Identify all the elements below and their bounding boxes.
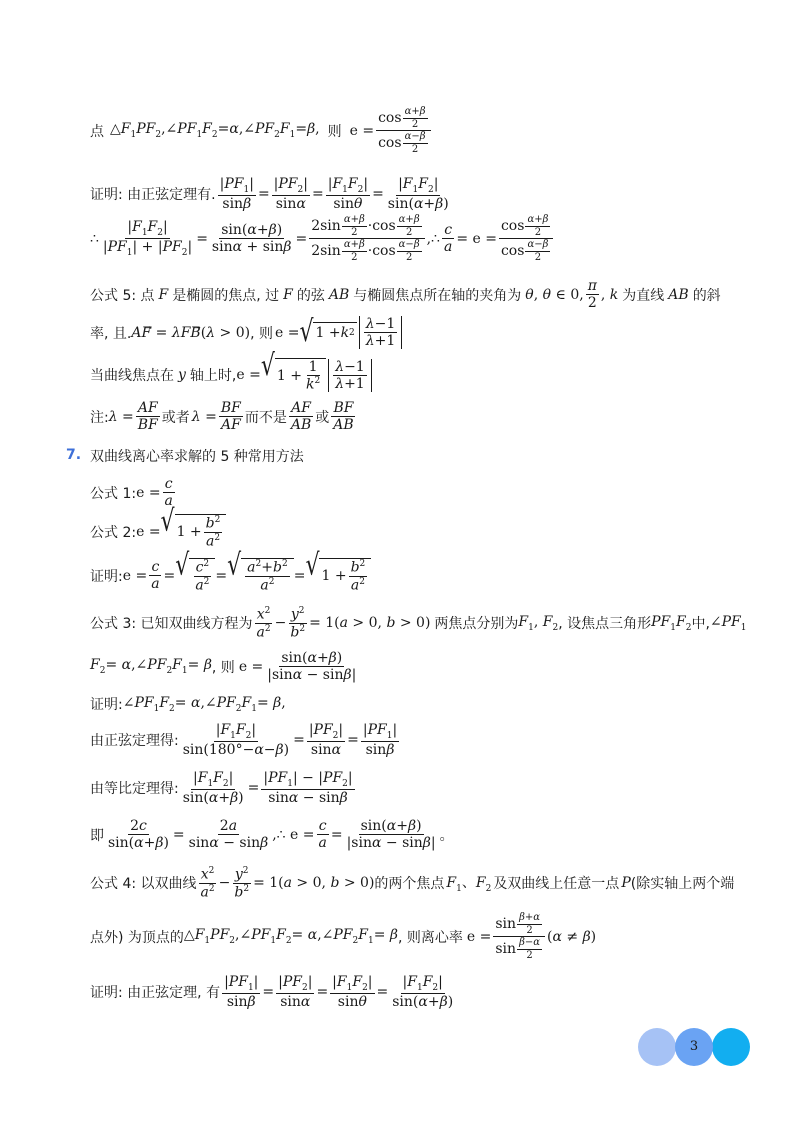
text: 率, 且.: [90, 325, 132, 342]
text: 则: [327, 123, 342, 140]
text: 中,: [691, 616, 710, 633]
text: 双曲线离心率求解的 5 种常用方法: [90, 449, 304, 465]
text: 与椭圆焦点所在轴的夹角为: [353, 287, 522, 304]
formula-3-ratio: 由等比定理得: $\frac{|F_1F_2|}{\sin(\alpha+\beta)}$ = $\frac{|PF_1| - |PF_2|}{\sin\alpha - \sin\beta}$: [90, 770, 353, 807]
text: 证明: 由正弦定理, 有: [90, 985, 221, 1002]
text: 而不是: [244, 409, 287, 426]
text: 点外) 为顶点的: [90, 929, 184, 946]
text: 证明:: [90, 568, 123, 585]
text: , 设焦点三角形: [558, 616, 652, 633]
text: 是椭圆的焦点, 过: [172, 287, 280, 304]
text: 的两个焦点: [374, 876, 445, 893]
text: 的弦: [296, 287, 325, 304]
formula-3: 公式 3: 已知双曲线方程为 $\frac{x^2}{a^2}$ − $\frac{y^2}{b^2}$ = 1(a > 0, b > 0) 两焦点分别为 $F_1$, $F_2$ , 设焦点三角形 $PF_1F_2$ 中, $\angle PF_1$: [90, 606, 747, 641]
text: 两焦点分别为: [434, 616, 519, 633]
text: 公式 1:: [90, 485, 137, 502]
text: 轴上时,: [189, 368, 237, 385]
text: 由等比定理得:: [90, 781, 179, 798]
text: 的斜: [692, 287, 721, 304]
line-7: 注: λ = $\frac{AF}{BF}$ 或者 λ = $\frac{BF}{AF}$ 而不是 $\frac{AF}{AB}$ 或 $\frac{BF}{AB}$: [90, 400, 354, 434]
text: 或者: [161, 409, 190, 426]
circle-decoration: [638, 1028, 676, 1066]
text: (除实轴上两个端: [630, 876, 735, 893]
text: 公式 5: 点: [90, 287, 155, 304]
formula-1: 公式 1: e = $\frac{c}{a}$: [90, 476, 173, 510]
formula-4b: 点外) 为顶点的 $\triangle F_1PF_2,\angle PF_1F_2=$ $\alpha,\angle PF_2F_1= \beta$ , 则离心率 e = sin $\frac{\beta+\alpha}{2}$ sin $\frac{\beta-\alpha}{2}$ (α ≠ β): [90, 912, 597, 961]
circle-decoration: [712, 1028, 750, 1066]
line-4: 公式 5: 点 F 是椭圆的焦点, 过 F 的弦 AB 与椭圆焦点所在轴的夹角为 θ, θ ∈ 0, $\frac{\pi}{2}$ , k 为直线 AB 的斜: [90, 278, 721, 312]
formula-3b: $F_2=$ $\alpha,\angle PF_2F_1= \beta$ , 则 e = $\frac{\sin(\alpha+\beta)}{|\sin\alpha - \sin\beta|}$: [90, 650, 357, 684]
formula-3-proof: 证明: $\angle PF_1F_2=$ $\alpha,\angle PF_2F_1= \beta$,: [90, 694, 286, 714]
formula-4: 公式 4: 以双曲线 $\frac{x^2}{a^2}$ − $\frac{y^2}{b^2}$ = 1(a > 0, b > 0) 的两个焦点 $F_1$、$F_2$ 及双曲线上任意一点 P (除实轴上两个端: [90, 866, 735, 901]
text: 公式 3: 已知双曲线方程为: [90, 616, 253, 633]
formula-4-proof: 证明: 由正弦定理, 有 $\frac{|PF_1|}{\sin\beta}$ = $\frac{|PF_2|}{\sin\alpha}$ = $\frac{|F_1F_2|}{\sin\theta}$ = $\frac{|F_1F_2|}{\sin(\alpha+\beta)}$: [90, 974, 454, 1011]
formula-3-ji: 即 $\frac{2c}{\sin(\alpha+\beta)}$ = $\frac{2a}{\sin\alpha - \sin\beta}$ ,∴ e = $\frac{c}{a}$ = $\frac{\sin(\alpha+\beta)}{|\sin\alpha - \sin\beta|}$ 。: [90, 818, 454, 852]
line-6: 当曲线焦点在 y 轴上时, e = √ 1 + $\frac{1}{k^2}$ $\frac{\lambda-1}{\lambda+1}$: [90, 358, 374, 393]
formula-2-proof: 证明: e = $\frac{c}{a}$ = √ $\frac{c^2}{a^2}$ = √ $\frac{a^2+b^2}{a^2}$ = √ 1 + $\frac{b^2}{a^2}$: [90, 558, 371, 594]
section-title: [90, 446, 304, 466]
text: 或: [315, 409, 330, 426]
text: 由正弦定理得:: [90, 733, 179, 750]
page-number-badge: [638, 1028, 754, 1068]
text: 即: [90, 827, 104, 844]
section-number: 7.: [66, 447, 82, 463]
text: 及双曲线上任意一点: [493, 876, 620, 893]
text: 点: [90, 123, 104, 140]
line-1: 点 $\triangle F_1PF_2,\angle PF_1F_2=\alpha,\angle PF_2F_1=\beta$, 则 e = cos $\frac{\alpha+\beta}{2}$ cos $\frac{\alpha-\beta}{2}$: [90, 106, 433, 155]
text: 注:: [90, 409, 109, 426]
text: 公式 2:: [90, 524, 137, 541]
formula-3-sine: 由正弦定理得: $\frac{|F_1F_2|}{\sin(180^\circ-\alpha-\beta)}$ = $\frac{|PF_2|}{\sin\alpha}$ = $\frac{|PF_1|}{\sin\beta}$: [90, 722, 398, 759]
text: , 则: [211, 659, 235, 676]
page-number: 3: [689, 1039, 699, 1054]
formula-2: 公式 2: e = √ 1 + $\frac{b^2}{a^2}$: [90, 514, 226, 550]
text: 证明:: [90, 697, 123, 713]
line-2: 证明: 由正弦定理有. $\frac{|PF_1|}{\sin\beta}$ = $\frac{|PF_2|}{\sin\alpha}$ = $\frac{|F_1F_2|}{\sin\theta}$ = $\frac{|F_1F_2|}{\sin(\alpha+\beta)}$: [90, 176, 449, 213]
text: 为直线: [622, 287, 665, 304]
text: 证明: 由正弦定理有.: [90, 187, 216, 204]
line-5: 率, 且. AF⃗ = λFB⃗(λ > 0) , 则 e = √ 1 + k 2 $\frac{\lambda-1}{\lambda+1}$: [90, 316, 404, 349]
text: , 则离心率: [398, 929, 463, 946]
text: 当曲线焦点在: [90, 368, 174, 385]
line-3: ∴ $\frac{|F_1F_2|}{|PF_1| + |PF_2|}$ = $\frac{\sin(\alpha+\beta)}{\sin\alpha + \sin\beta}$ = 2sin $\frac{\alpha+\beta}{2}$ ·cos $\frac{\alpha+\beta}{2}$ 2sin $\frac{\alpha+\beta}{2}$ ·cos $\frac{\alpha-\beta}{2}$ ,∴ $\frac{c}{a}$ = e = cos $\frac{\alpha+\beta}{2}$ cos $\frac{\alpha-\beta}{2}$: [90, 214, 555, 263]
text: 公式 4: 以双曲线: [90, 876, 197, 893]
text: , 则: [250, 325, 273, 342]
